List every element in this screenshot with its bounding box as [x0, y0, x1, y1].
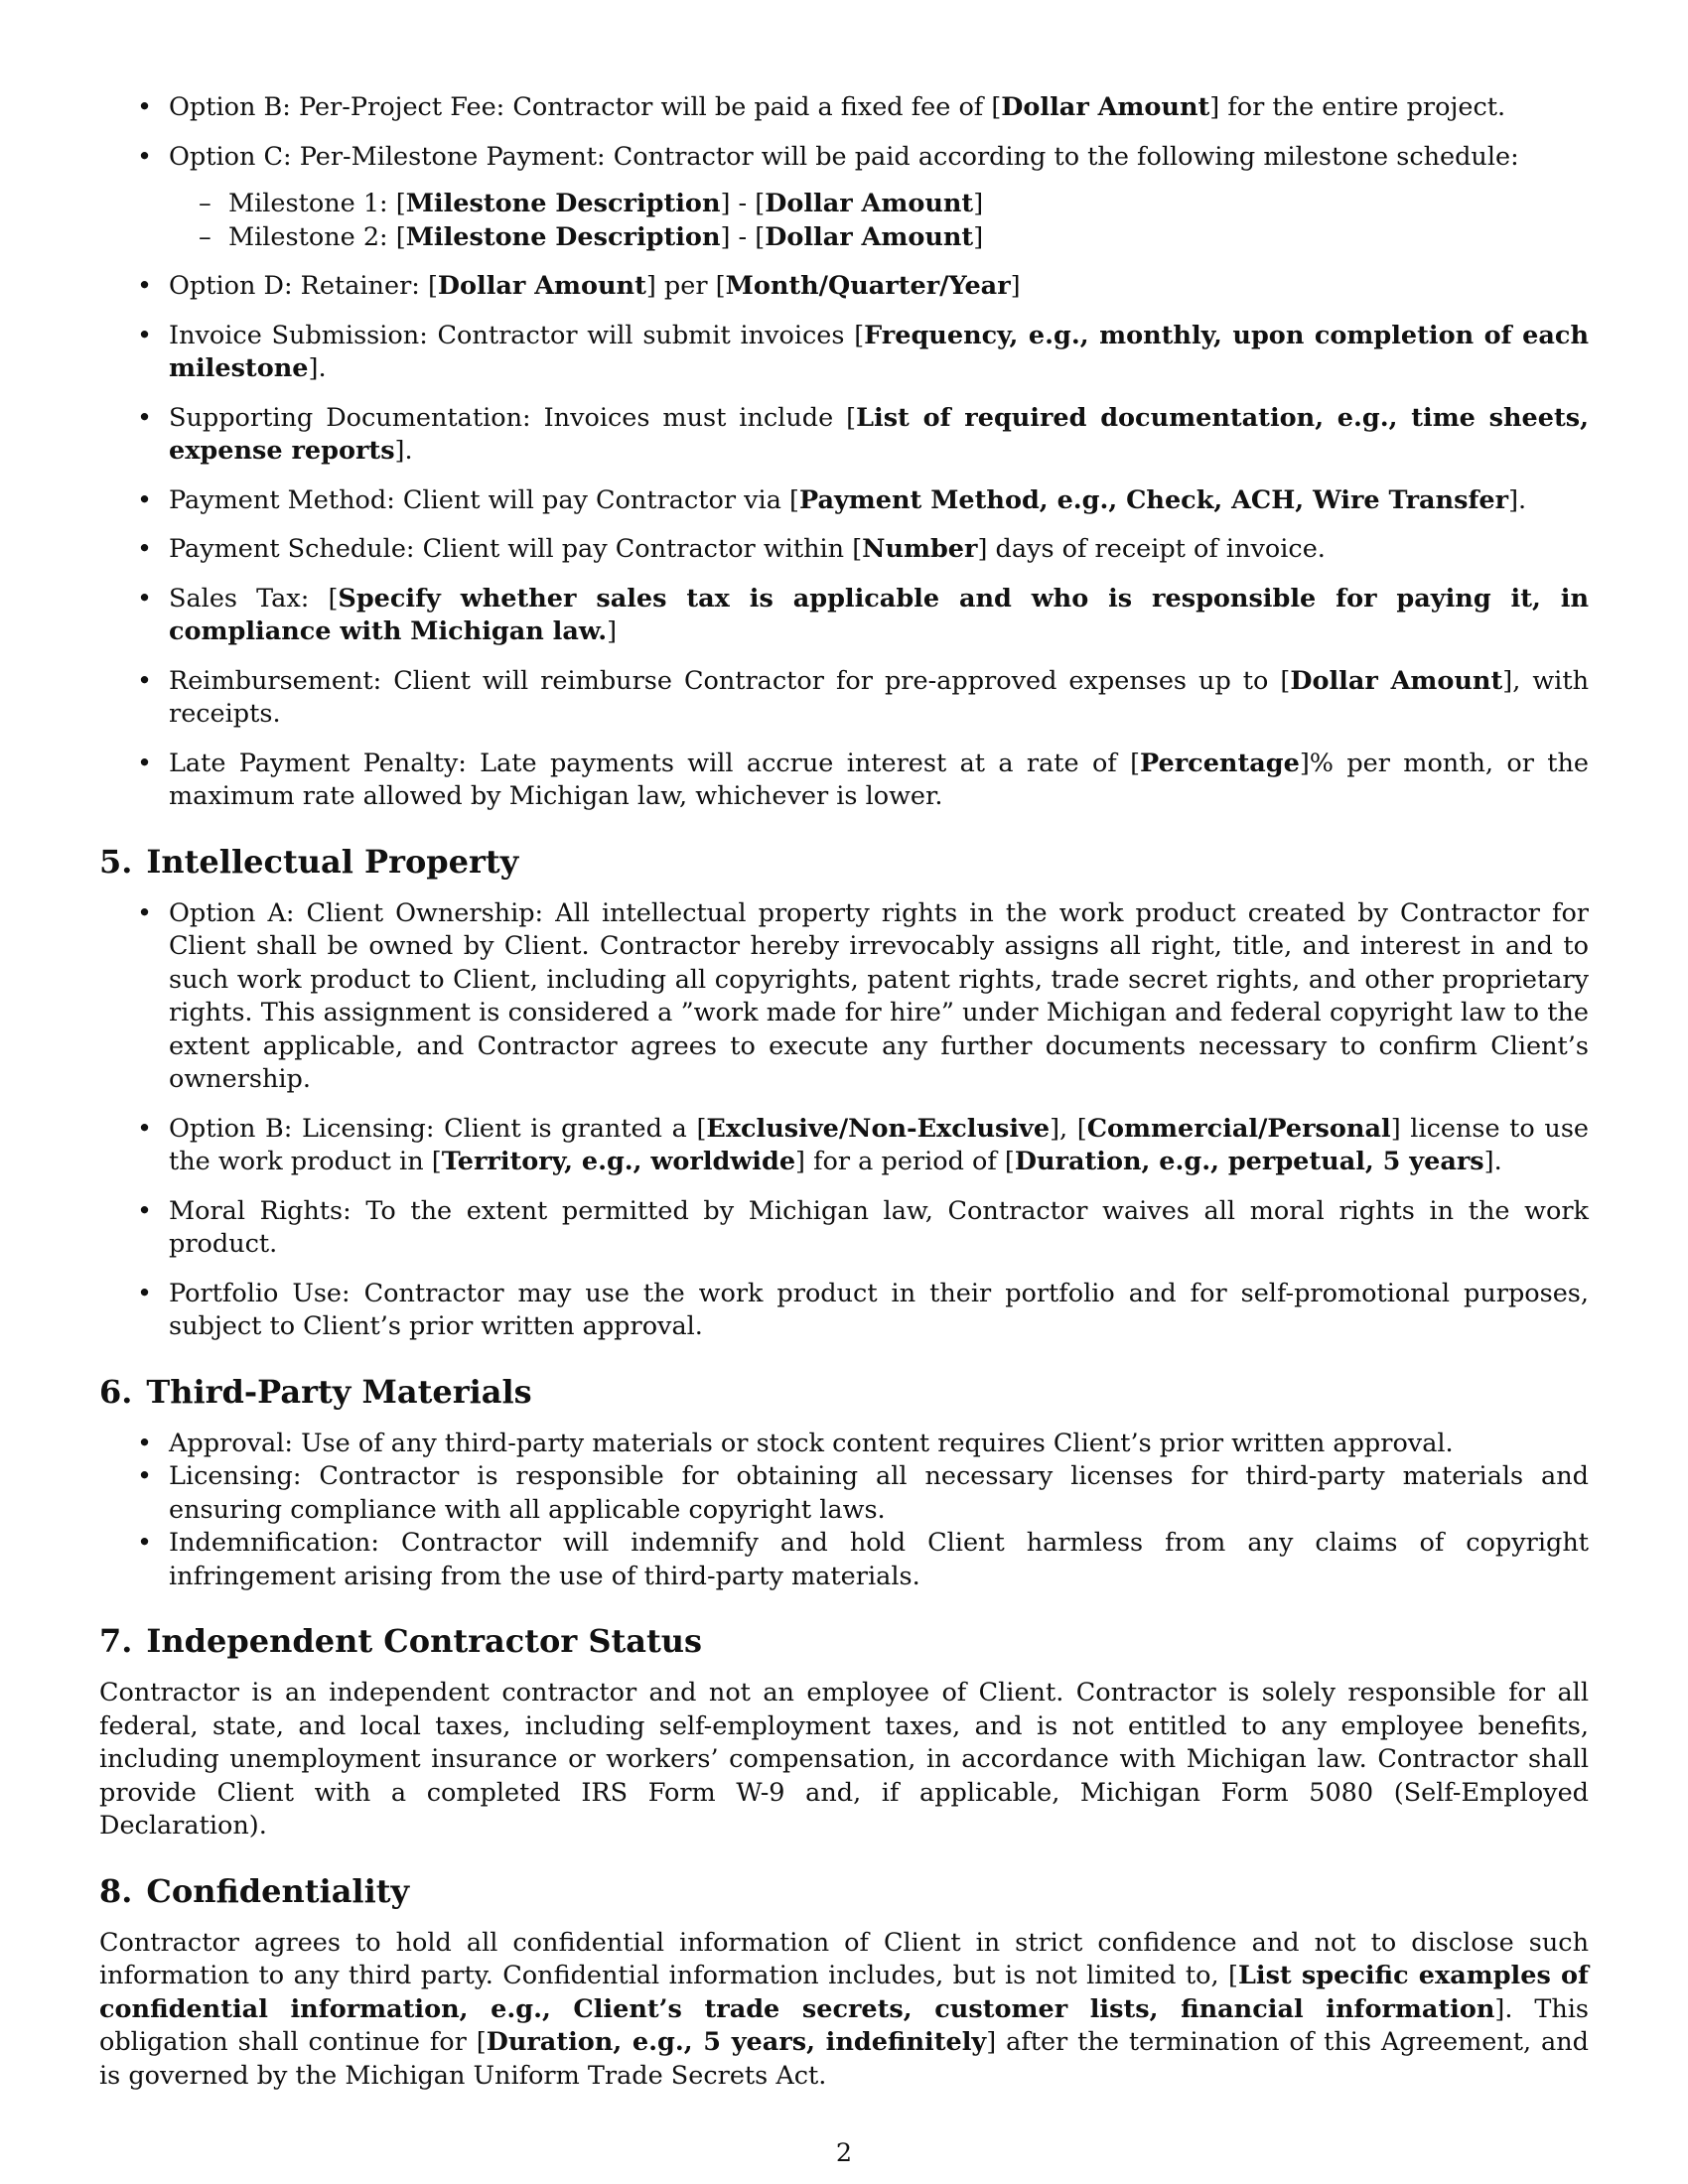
text-run: ]% per month, or the maximum rate allowed by Michigan law, whichever is lower.: [169, 748, 1589, 811]
text-run: ] - [: [720, 189, 766, 218]
text-run: ], with receipts.: [169, 665, 1589, 729]
section-number: 8.: [99, 1871, 133, 1910]
section-number: 6.: [99, 1372, 133, 1411]
section-title: Third-Party Materials: [146, 1372, 532, 1411]
milestone-list: [169, 188, 1589, 254]
list-item: [99, 270, 1589, 304]
placeholder-field: Commercial/Personal: [1086, 1113, 1391, 1144]
text-run: Contractor is an independent contractor and not an employee of Client. Contractor is solely responsible for all federal, state, and local taxes, including self-employment taxes, and is not entitled to any employee benefits, including unemployment insurance or workers’ compensation, in accordance with Michigan law. Contractor shall provide Client with a completed IRS Form W-9 and, if applicable, Michigan Form 5080 (Self-Employed Declaration).: [99, 1678, 1589, 1841]
list-item: [99, 402, 1589, 469]
placeholder-field: Payment Method, e.g., Check, ACH, Wire Transfer: [798, 484, 1509, 515]
text-run: Licensing: Contractor is responsible for obtaining all necessary licenses for third-party materials and ensuring compliance with all applicable copyright laws.: [169, 1461, 1589, 1525]
list-item: [99, 1278, 1589, 1344]
text-run: ].: [1483, 1147, 1502, 1176]
text-run: Option C: Per-Milestone Payment: Contractor will be paid according to the following milestone schedule:: [169, 141, 1519, 172]
section-title: Confidentiality: [146, 1871, 410, 1910]
list-item: [99, 1195, 1589, 1262]
text-run: ]: [973, 221, 984, 252]
text-run: Payment Schedule: Client will pay Contractor within [: [169, 534, 863, 564]
text-run: Reimbursement: Client will reimburse Contractor for pre-approved expenses up to [: [169, 665, 1291, 696]
section-number: 7.: [99, 1622, 133, 1660]
text-run: ] per [: [645, 271, 726, 301]
text-run: Invoice Submission: Contractor will submit invoices [: [169, 320, 865, 350]
text-run: ].: [394, 436, 413, 466]
text-run: ]: [1010, 271, 1021, 301]
text-run: Milestone 1: [: [228, 189, 406, 218]
document-page: [99, 91, 1589, 2093]
list-item: [99, 141, 1589, 255]
section-title: Independent Contractor Status: [146, 1622, 703, 1660]
list-item: [99, 748, 1589, 814]
section-title: Intellectual Property: [146, 842, 519, 881]
text-run: Late Payment Penalty: Late payments will accrue interest at a rate of [: [169, 748, 1141, 778]
placeholder-field: Duration, e.g., perpetual, 5 years: [1014, 1147, 1484, 1176]
placeholder-field: Dollar Amount: [1290, 665, 1503, 696]
text-run: Option D: Retainer: [: [169, 271, 438, 301]
placeholder-field: Dollar Amount: [765, 189, 974, 218]
text-run: ] - [: [720, 221, 766, 252]
text-run: ]: [973, 189, 984, 218]
list-item: [99, 583, 1589, 649]
placeholder-field: Specify whether sales tax is applicable and who is responsible for paying it, in compliance with Michigan law.: [169, 583, 1590, 646]
placeholder-field: Dollar Amount: [765, 221, 974, 252]
text-run: Option B: Licensing: Client is granted a [: [169, 1113, 707, 1144]
text-run: ].: [308, 353, 327, 383]
placeholder-field: Exclusive/Non-Exclusive: [706, 1113, 1051, 1144]
milestone-item: [169, 188, 1589, 221]
text-run: ] for a period of [: [795, 1147, 1015, 1176]
payment-terms-list: [99, 91, 1589, 814]
section-heading-independent-contractor-status: [99, 1621, 1589, 1661]
placeholder-field: Month/Quarter/Year: [725, 271, 1011, 301]
placeholder-field: Dollar Amount: [1001, 92, 1210, 122]
independent-contractor-paragraph: [99, 1677, 1589, 1843]
page-number: 2: [835, 2138, 853, 2168]
confidentiality-paragraph: [99, 1927, 1589, 2094]
text-run: Milestone 2: [: [228, 221, 406, 252]
third-party-materials-list: [99, 1428, 1589, 1594]
text-run: Portfolio Use: Contractor may use the work product in their portfolio and for self-promotional purposes, subject to Client’s prior written approval.: [169, 1278, 1589, 1341]
text-run: Contractor agrees to hold all confidential information of Client in strict confidence and not to disclose such information to any third party. Confidential information includes, but is not limited to, [: [99, 1927, 1589, 1990]
text-run: ]. This obligation shall continue for [: [99, 1993, 1589, 2057]
text-run: ].: [1508, 484, 1527, 515]
intellectual-property-list: [99, 897, 1589, 1344]
list-item: [99, 484, 1589, 518]
section-number: 5.: [99, 842, 133, 881]
list-item: [99, 533, 1589, 567]
placeholder-field: Dollar Amount: [437, 271, 646, 301]
section-heading-confidentiality: [99, 1871, 1589, 1911]
list-item: [99, 1460, 1589, 1527]
milestone-item: [169, 221, 1589, 255]
text-run: ], [: [1050, 1113, 1087, 1144]
list-item: [99, 665, 1589, 732]
text-run: Indemnification: Contractor will indemnify and hold Client harmless from any claims of copyright infringement arising from the use of third-party materials.: [169, 1528, 1589, 1591]
text-run: Option B: Per-Project Fee: Contractor will be paid a fixed fee of [: [169, 92, 1002, 122]
placeholder-field: List specific examples of confidential information, e.g., Client’s trade secrets, customer lists, financial information: [99, 1961, 1589, 2024]
placeholder-field: Number: [862, 534, 978, 564]
list-item: [99, 320, 1589, 386]
text-run: Payment Method: Client will pay Contractor via [: [169, 484, 799, 515]
placeholder-field: Duration, e.g., 5 years, indefinitely: [486, 2027, 987, 2057]
text-run: ]: [607, 616, 618, 646]
placeholder-field: Frequency, e.g., monthly, upon completion of each milestone: [169, 320, 1589, 383]
placeholder-field: List of required documentation, e.g., time sheets, expense reports: [169, 402, 1589, 466]
list-item: [99, 91, 1589, 125]
text-run: ] license to use the work product in [: [169, 1113, 1590, 1176]
text-run: Option A: Client Ownership: All intellectual property rights in the work product created by Contractor for Client shall be owned by Client. Contractor hereby irrevocably assigns all right, title, and interest in and to such work product to Client, including all copyrights, patent rights, trade secret rights, and other proprietary rights. This assignment is considered a ”work made for hire” under Michigan and federal copyright law to the extent applicable, and Contractor agrees to execute any further documents necessary to confirm Client’s ownership.: [169, 897, 1589, 1094]
placeholder-field: Territory, e.g., worldwide: [441, 1147, 796, 1176]
text-run: ] for the entire project.: [1209, 92, 1506, 122]
placeholder-field: Milestone Description: [405, 189, 721, 218]
list-item: [99, 1527, 1589, 1593]
placeholder-field: Percentage: [1140, 748, 1300, 778]
section-heading-third-party-materials: [99, 1372, 1589, 1412]
text-run: Supporting Documentation: Invoices must include [: [169, 402, 857, 433]
text-run: Moral Rights: To the extent permitted by Michigan law, Contractor waives all moral rights in the work product.: [169, 1195, 1589, 1259]
text-run: ] days of receipt of invoice.: [977, 534, 1326, 564]
list-item: [99, 897, 1589, 1097]
text-run: Sales Tax: [: [169, 583, 339, 614]
list-item: [99, 1113, 1589, 1179]
text-run: Approval: Use of any third-party materials or stock content requires Client’s prior written approval.: [169, 1428, 1454, 1458]
list-item: [99, 1428, 1589, 1461]
text-run: ] after the termination of this Agreement, and is governed by the Michigan Uniform Trade Secrets Act.: [99, 2027, 1589, 2091]
section-heading-intellectual-property: [99, 842, 1589, 882]
placeholder-field: Milestone Description: [405, 221, 721, 252]
